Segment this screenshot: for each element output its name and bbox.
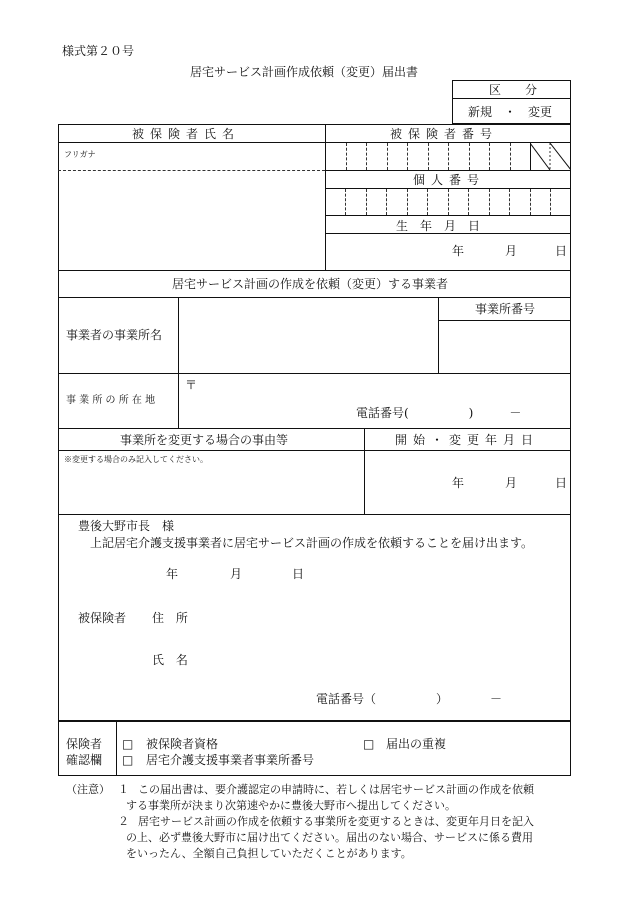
declarant-name-label: 氏 名: [152, 653, 192, 667]
office-name-label: 事業者の事業所名: [66, 328, 163, 342]
insurer-check-box: [58, 721, 571, 776]
office-phone[interactable]: 電話番号( ) －: [356, 406, 522, 420]
office-number-field[interactable]: [440, 322, 569, 371]
note-1-number: １: [118, 783, 129, 796]
page-title: 居宅サービス計画作成依頼（変更）届出書: [190, 65, 419, 79]
insured-name-field[interactable]: [60, 172, 323, 268]
declarant-address-field[interactable]: [200, 606, 560, 628]
declarant-phone[interactable]: 電話番号（ ） －: [316, 692, 503, 706]
kubun-value[interactable]: 新規 ・ 変更: [468, 105, 553, 119]
personal-number-label: 個人番号: [413, 173, 486, 187]
form-number: 様式第２０号: [62, 44, 135, 58]
change-year-unit: 年: [452, 476, 465, 490]
declaration-body: 上記居宅介護支援事業者に居宅サービス計画の作成を依頼することを届け出ます。: [90, 536, 534, 550]
checkbox-duplicate-notification[interactable]: □: [363, 737, 375, 751]
note-2-line-3: をいったん、全額自己負担していただくことがあります。: [126, 847, 412, 860]
provider-section-title: 居宅サービス計画の作成を依頼（変更）する事業者: [172, 277, 449, 291]
check-item-insured-qualification: 被保険者資格: [146, 737, 219, 751]
declaration-month-unit: 月: [230, 567, 243, 581]
note-1-line-2: する事業所が決まり次第速やかに豊後大野市へ提出してください。: [126, 799, 456, 812]
checkbox-office-number[interactable]: □: [122, 753, 134, 767]
office-address-label: 事 業 所 の 所 在 地: [66, 395, 156, 406]
birth-date-label: 生年月日: [396, 219, 493, 233]
change-reason-label: 事業所を変更する場合の事由等: [120, 433, 289, 447]
declaration-year-unit: 年: [166, 567, 179, 581]
kubun-header: 区 分: [489, 83, 538, 97]
change-day-unit: 日: [555, 476, 568, 490]
furigana-field[interactable]: [110, 144, 323, 169]
office-address-field[interactable]: [180, 375, 569, 405]
checkbox-insured-qualification[interactable]: □: [122, 737, 134, 751]
check-item-office-number: 居宅介護支援事業者事業所番号: [146, 753, 315, 767]
note-2-line-1: 居宅サービス計画の作成を依頼する事業所を変更するときは、変更年月日を記入: [138, 815, 534, 828]
furigana-label: フリガナ: [64, 150, 96, 159]
personal-number-field[interactable]: [327, 190, 569, 214]
birth-year-unit: 年: [452, 244, 465, 258]
change-note: ※変更する場合のみ記入してください。: [64, 455, 208, 464]
note-2-number: ２: [118, 815, 129, 828]
change-date-field[interactable]: [366, 452, 569, 512]
declarant-address-label: 住 所: [152, 611, 192, 625]
addressee: 豊後大野市長 様: [78, 519, 175, 533]
birth-date-field[interactable]: [327, 235, 569, 268]
insurer-check-label-2: 確認欄: [66, 753, 103, 767]
note-1-line-1: この届出書は、要介護認定の申請時に、若しくは居宅サービス計画の作成を依頼: [138, 783, 534, 796]
declarant-label: 被保険者: [78, 611, 127, 625]
office-number-label: 事業所番号: [475, 302, 536, 316]
insurer-check-label-1: 保険者: [66, 737, 103, 751]
declaration-day-unit: 日: [292, 567, 305, 581]
postal-mark: 〒: [185, 378, 198, 392]
office-name-field[interactable]: [180, 299, 436, 371]
birth-day-unit: 日: [555, 244, 568, 258]
declaration-date-field[interactable]: [120, 562, 320, 584]
note-2-line-2: の上、必ず豊後大野市に届け出てください。届出のない場合、サービスに係る費用: [126, 831, 533, 844]
birth-month-unit: 月: [505, 244, 518, 258]
insured-number-hatched-cells: [530, 143, 571, 170]
change-reason-field[interactable]: [60, 466, 362, 512]
check-item-duplicate-notification: 届出の重複: [386, 737, 447, 751]
notes-prefix: （注意）: [66, 783, 110, 796]
change-month-unit: 月: [505, 476, 518, 490]
change-start-label: 開始・変更年月日: [395, 433, 540, 447]
declarant-name-field[interactable]: [200, 648, 560, 670]
insured-number-label: 被保険者番号: [390, 127, 499, 141]
insured-number-field[interactable]: [327, 144, 529, 169]
insured-name-label: 被保険者氏名: [132, 127, 241, 141]
